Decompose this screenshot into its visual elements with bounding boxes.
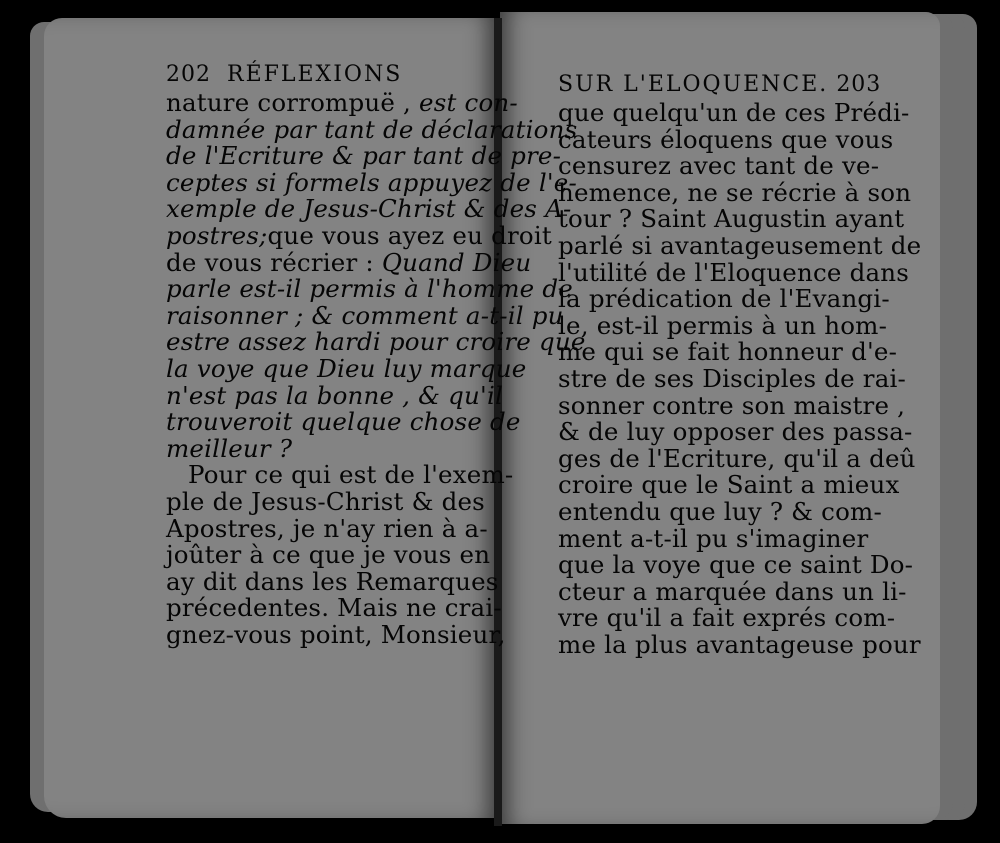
right-running-head: [558, 72, 882, 100]
left-text-segment: Apostres, je n'ay rien à a-: [166, 513, 488, 543]
left-text-segment: de l'Ecriture & par tant de pre-: [166, 141, 562, 171]
right-text-line: hemence, ne se récrie à son: [558, 177, 912, 207]
right-text-line: vre qu'il a fait exprés com-: [558, 603, 896, 633]
left-text-line: [166, 247, 532, 277]
left-text-segment: estre assez hardi pour croire que: [166, 327, 586, 357]
right-text-line: croire que le Saint a mieux: [558, 470, 900, 500]
left-text-segment: joûter à ce que je vous en: [166, 540, 491, 570]
right-text-line: stre de ses Disciples de rai-: [558, 363, 907, 393]
left-text-segment: que vous ayez eu droit: [267, 220, 552, 250]
left-text-segment: damnée par tant de déclarations: [166, 114, 578, 144]
right-text-line: ment a-t-il pu s'imaginer: [558, 523, 869, 553]
left-text-segment: xemple de Jesus-Christ & des A-: [166, 194, 572, 224]
right-text-line: l'utilité de l'Eloquence dans: [558, 257, 910, 287]
right-text-line: censurez avec tant de ve-: [558, 151, 880, 181]
left-text-segment: nature corrompuë ,: [166, 88, 420, 117]
left-text-segment: gnez-vous point, Monsieur,: [166, 619, 506, 649]
left-text-line: [166, 220, 552, 250]
left-running-title: RÉFLEXIONS: [227, 62, 403, 87]
left-text-line: [166, 486, 485, 516]
right-text-line: cteur a marquée dans un li-: [558, 576, 907, 606]
left-page-text: [166, 62, 586, 649]
left-text-line: [166, 513, 488, 543]
left-page-number: 202: [166, 62, 211, 87]
left-text-segment: la voye que Dieu luy marque: [166, 353, 527, 383]
left-text-segment: postres;: [166, 220, 268, 250]
left-text-line: [166, 433, 466, 463]
left-running-head: [166, 62, 466, 90]
right-text-line: sonner contre son maistre ,: [558, 390, 906, 420]
right-text-line: que quelqu'un de ces Prédi-: [558, 98, 910, 127]
right-text-line: que la voye que ce saint Do-: [558, 550, 914, 580]
right-text-line: entendu que luy ? & com-: [558, 496, 882, 526]
right-text-line: me qui se fait honneur d'e-: [558, 337, 898, 367]
left-text-segment: est con-: [419, 88, 518, 117]
left-text-line: [166, 88, 518, 117]
left-text-line: [166, 194, 572, 224]
left-text-line: [166, 167, 577, 197]
left-text-segment: Quand Dieu: [381, 247, 532, 277]
left-text-line: [166, 274, 573, 304]
left-text-segment: de vous récrier :: [166, 247, 382, 277]
left-text-segment: précedentes. Mais ne crai-: [166, 593, 502, 623]
right-text-line: parlé si avantageusement de: [558, 230, 922, 260]
left-text-line: [166, 114, 578, 144]
left-text-segment: ple de Jesus-Christ & des: [166, 486, 485, 516]
left-text-line: [166, 619, 506, 649]
right-page-text: [558, 72, 922, 659]
right-text-line: tour ? Saint Augustin ayant: [558, 204, 905, 234]
left-text-segment: meilleur ?: [166, 433, 293, 463]
right-text-line: le, est-il permis à un hom-: [558, 310, 888, 340]
left-text-line: [166, 460, 514, 490]
left-text-segment: n'est pas la bonne , & qu'il: [166, 380, 504, 410]
left-text-segment: ceptes si formels appuyez de l'e-: [166, 167, 577, 197]
left-text-segment: ay dit dans les Remarques: [166, 566, 499, 596]
left-text-line: [166, 380, 504, 410]
right-text-line: la prédication de l'Evangi-: [558, 284, 890, 314]
left-text-line: [166, 540, 491, 570]
left-text-line: [166, 327, 586, 357]
left-text-line: [166, 353, 527, 383]
right-text-line: & de luy opposer des passa-: [558, 417, 913, 447]
left-text-segment: parle est-il permis à l'homme de: [166, 274, 573, 304]
left-text-segment: Pour ce qui est de l'exem-: [188, 460, 514, 490]
left-text-segment: raisonner ; & comment a-t-il pu: [166, 300, 564, 330]
left-text-line: [166, 407, 521, 437]
right-page-number: 203: [836, 72, 882, 97]
left-text-line: [166, 566, 499, 596]
right-text-line: me la plus avantageuse pour: [558, 629, 921, 659]
right-text-line: cateurs éloquens que vous: [558, 124, 894, 154]
left-text-line: [166, 141, 562, 171]
right-running-title: SUR L'ELOQUENCE.: [558, 72, 829, 97]
left-text-segment: trouveroit quelque chose de: [166, 407, 521, 437]
left-text-line: [166, 300, 564, 330]
left-text-line: [166, 593, 502, 623]
right-text-line: ges de l'Ecriture, qu'il a deû: [558, 443, 916, 473]
